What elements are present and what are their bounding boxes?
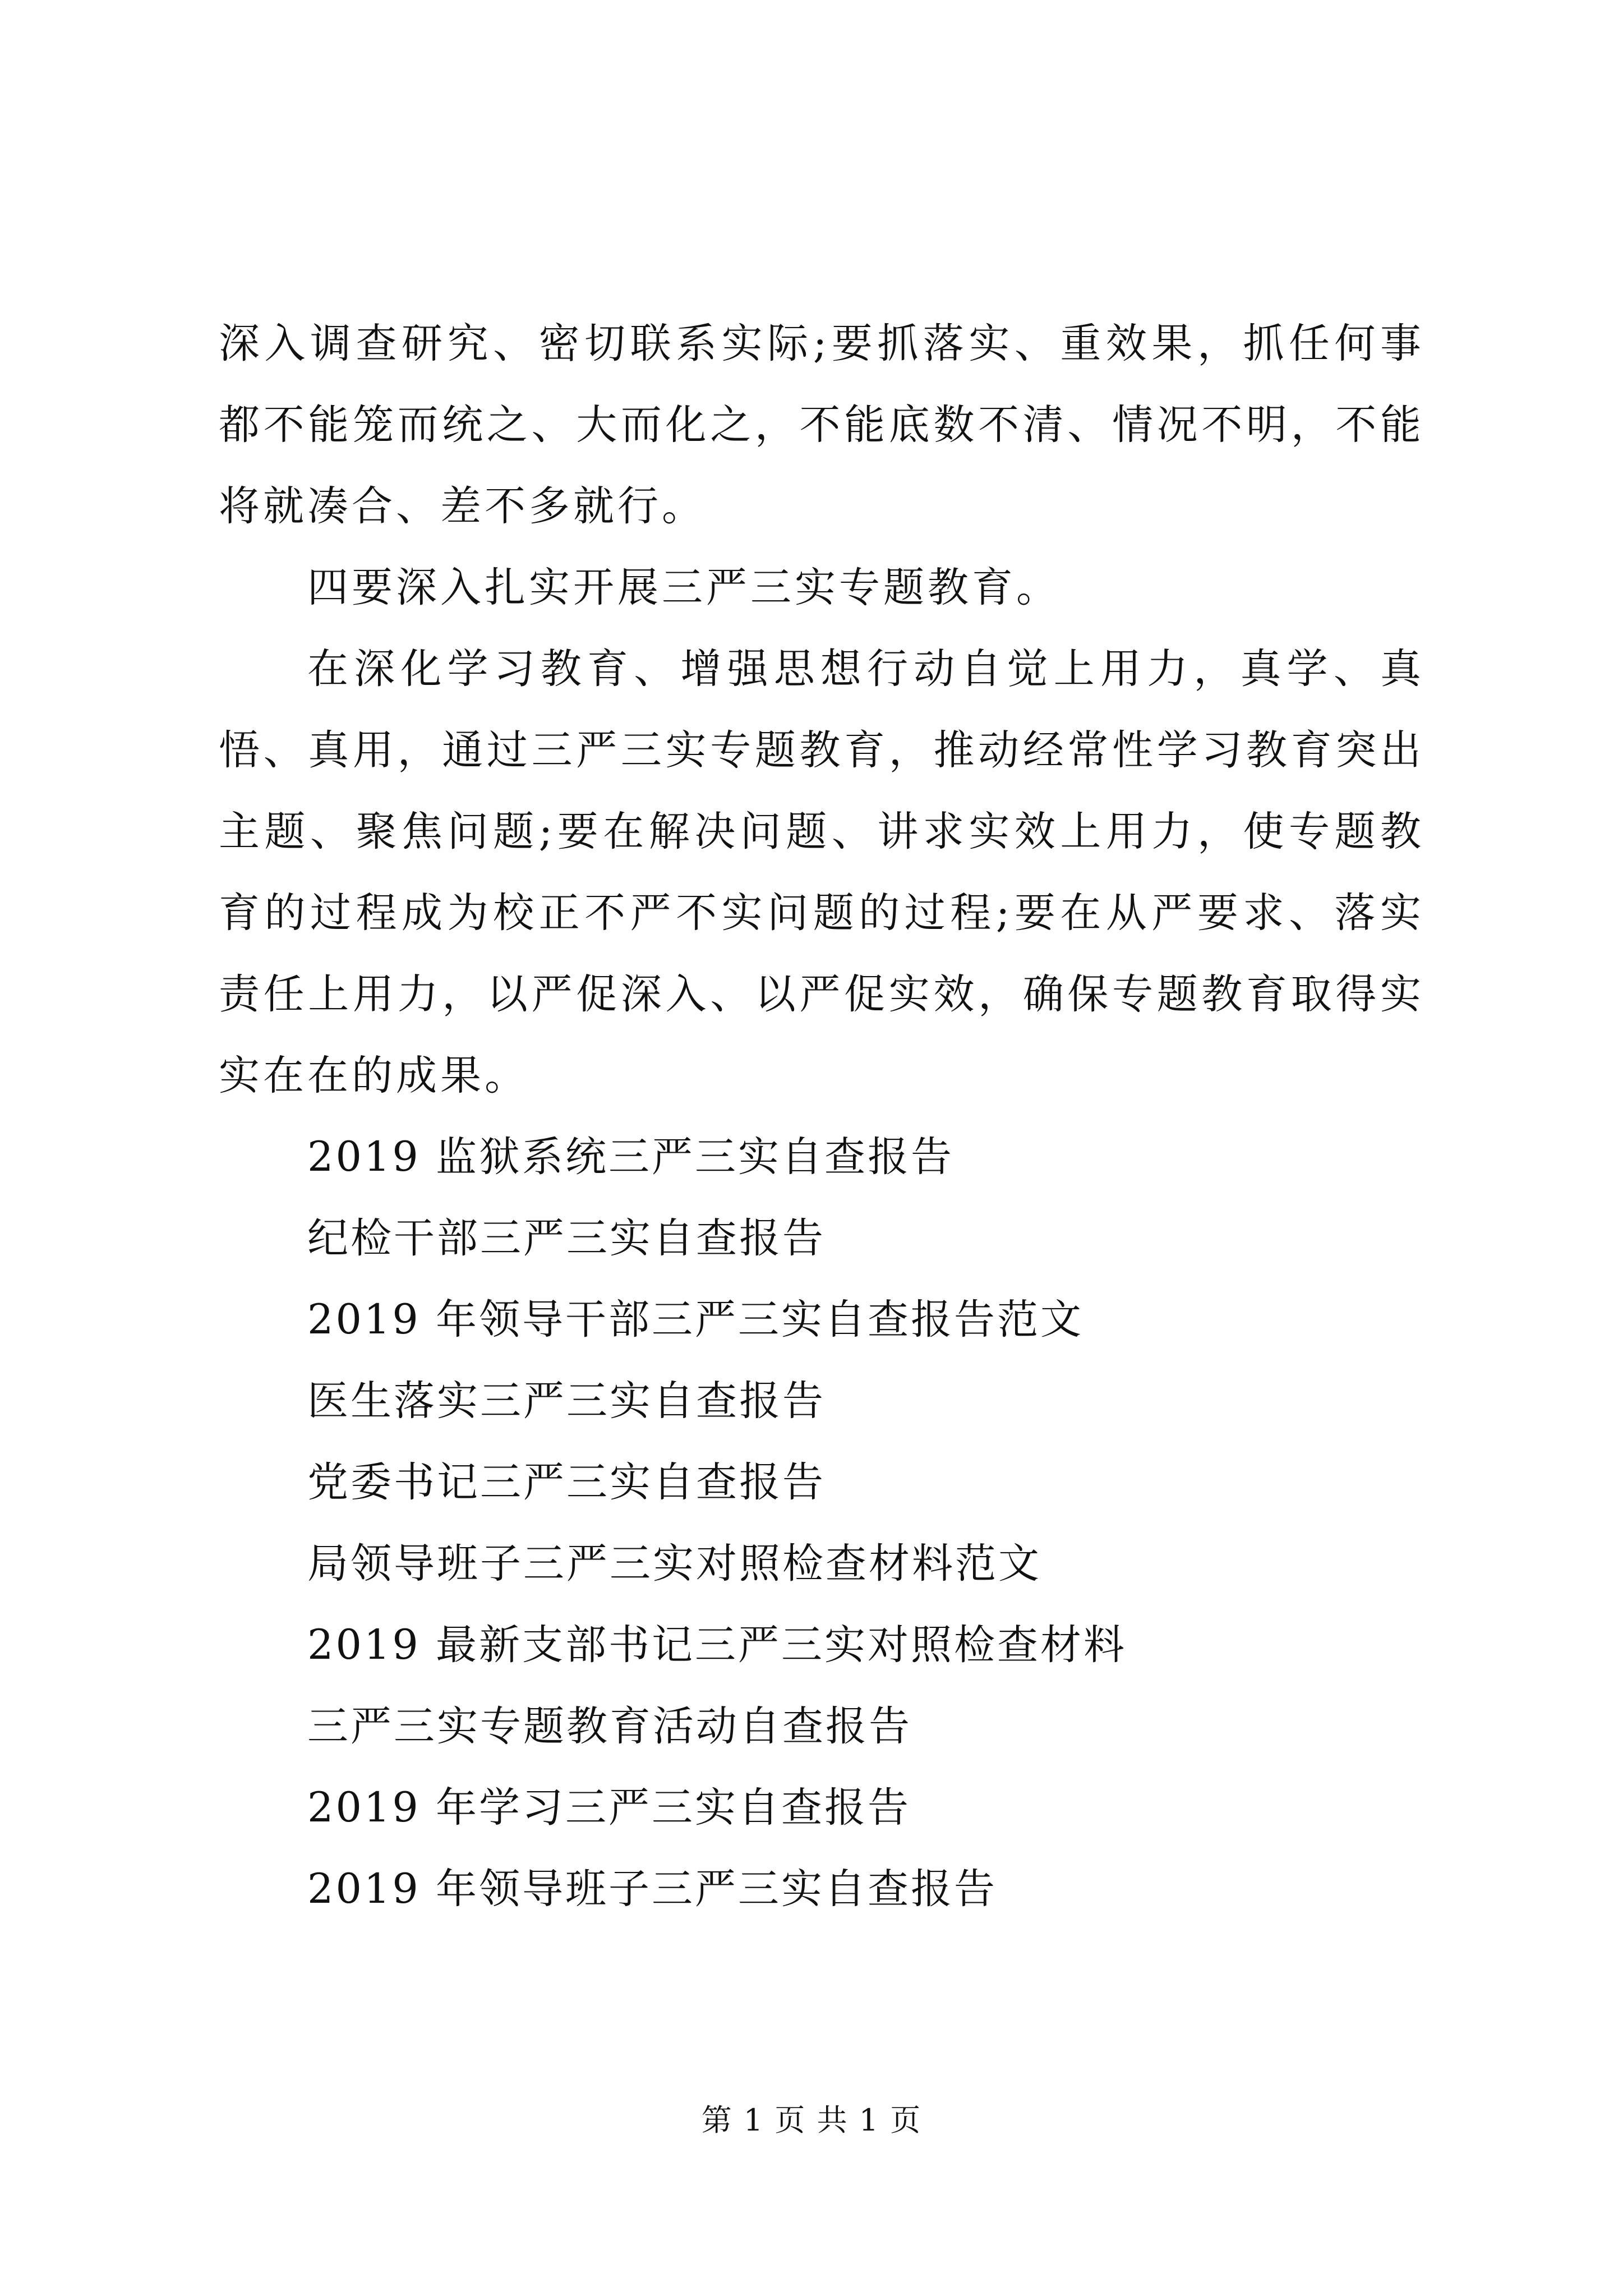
page-footer: 第 1 页 共 1 页 [701,2102,922,2138]
list-item: 2019 最新支部书记三严三实对照检查材料 [307,1621,1127,1669]
list-item: 2019 年领导干部三严三实自查报告范文 [307,1296,1083,1343]
list-item: 医生落实三严三实自查报告 [307,1377,826,1425]
list-item: 2019 年领导班子三严三实自查报告 [307,1865,997,1913]
list-item: 三严三实专题教育活动自查报告 [307,1703,912,1750]
paragraph-heading-four: 四要深入扎实开展三严三实专题教育。 [307,564,1061,611]
list-item: 2019 监狱系统三严三实自查报告 [307,1133,954,1181]
list-item: 2019 年学习三严三实自查报告 [307,1784,911,1832]
paragraph-continuation: 深入调查研究、密切联系实际;要抓落实、重效果，抓任何事都不能笼而统之、大而化之，不能底数不清、情况不明，不能将就凑合、差不多就行。 [219,320,1424,530]
document-body [219,303,1424,1930]
list-item: 党委书记三严三实自查报告 [307,1458,826,1506]
related-titles-list [219,1116,1424,1930]
list-item: 纪检干部三严三实自查报告 [307,1214,826,1262]
list-item: 局领导班子三严三实对照检查材料范文 [307,1540,1041,1588]
paragraph-study-education: 在深化学习教育、增强思想行动自觉上用力，真学、真悟、真用，通过三严三实专题教育，推动经常性学习教育突出主题、聚焦问题;要在解决问题、讲求实效上用力，使专题教育的过程成为校正不严不实问题的过程;要在从严要求、落实责任上用力，以严促深入、以严促实效，确保专题教育取得实实在在的成果。 [219,645,1424,1099]
